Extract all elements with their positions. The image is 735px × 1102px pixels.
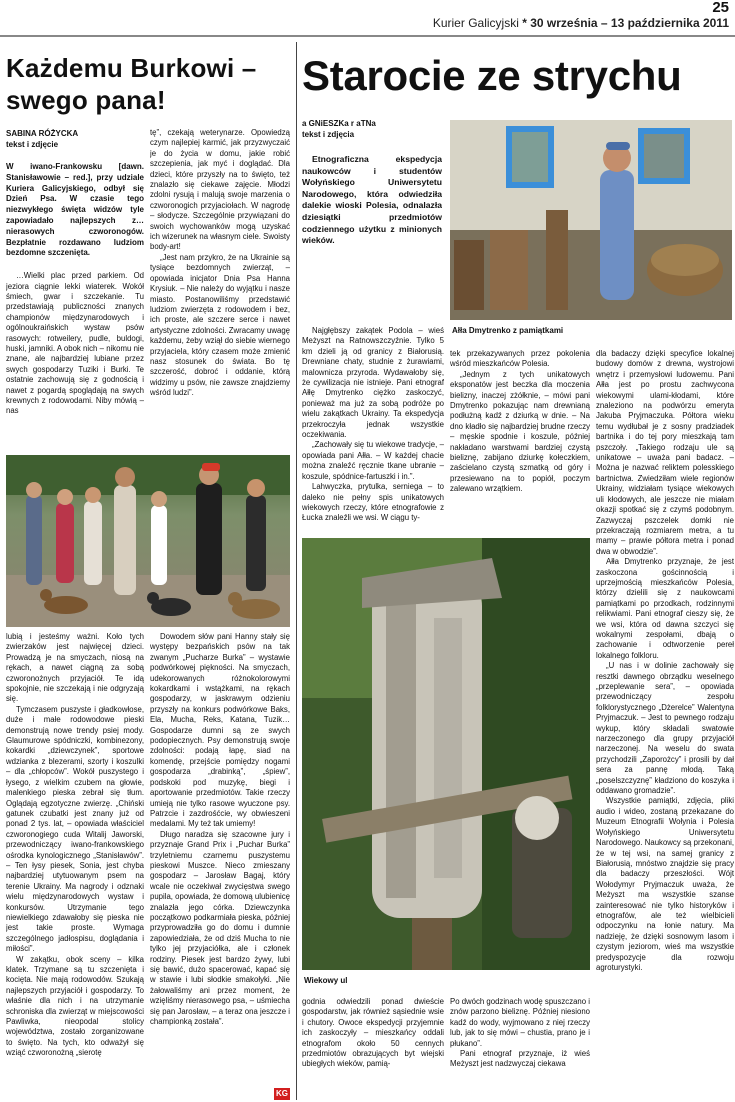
article1-lead: W iwano-Frankowsku [dawn. Stanisławowie – red.], przy udziale Kuriera Galicyjskiego, odbył się Dzień Psa. W czasie tego niezwykłego święta widzów tyle zapowiadało najlepszych z… nierasowych czworonogów. Bezpłatnie rozdawano ludziom bezdomne szczenięta. (6, 162, 144, 258)
article2-title: Starocie ze strychu (302, 52, 682, 99)
article2-paragraph: Wszystkie pamiątki, zdjęcia, pliki audio i wideo, zostaną przekazane do Muzeum Etnografii Wołynia i Polesia Wołyńskiego Uniwersytetu Narodowego. Naukowcy są przekonani, że w tej wsi, na samej granicy z Białorusią, mnóstwo znajdzie się pracy dla badaczy przeszłości. Wójt Wołodymyr Pryjmaczuk uważa, że Meżyszt ma wszystkie szanse zainteresować nie tylko historyków i etnografów, ale też wielbicieli odpoczynku na łonie natury. Ma nadzieję, że dzięki sosnowym lasom i czystym jeziorom, wieś ma wszystkie predyspozycje dla rozwoju agroturystyki. (596, 796, 734, 972)
article1-column2-bottom (150, 632, 290, 1090)
article1-byline-role: tekst i zdjęcie (6, 140, 59, 149)
artifacts-photo-caption: Ałła Dmytrenko z pamiątkami (452, 326, 564, 335)
article1-title: Każdemu Burkowi – swego pana! (6, 53, 257, 115)
article2-intro (302, 118, 442, 318)
article2-paragraph: „Zachowały się tu wiekowe tradycje, – opowiada pani Ałła. – W każdej chacie można znaleźć ręcznie tkane ubranie – koszule, spódnice-fartuszki i in.”. (302, 440, 444, 481)
article1-paragraph: …Wielki plac przed parkiem. Od jeziora ciągnie lekki wiaterek. Wokół śmiech, gwar i szczekanie. Tu przedstawiają publiczności znanych championów międzynarodowych i ogólnoukraińskich wystaw psów rasowych: rotweilery, pudle, buldogi, huski, jamniki. A obok nich – nikomu nie znane, ale najbardziej lubiane przez swych gospodarzy Tuziki i Burki. Te ostatnie zachowują się z godnością i nawet z pogardą spoglądają na swych krewnych z rodowodami. Niby mówią – nas (6, 271, 144, 416)
article1-paragraph: „Jest nam przykro, że na Ukrainie są tysiące bezdomnych zwierząt, – opowiada inicjator Dnia Psa Hanna Krysiuk. – Nie należy do wyjątku i nasze miasto. Postanowiliśmy przedstawić ludziom zwierzęta z rodowodem i bez, ich proste, ale szczere serce i nawet artystyczne zdolności. Zwracamy uwagę każdemu, żeby wziął do siebie wiernego przyjaciela, który czasem może zmienić nasz stosunek do świata. Bo tę szczerość, dobroć i oddanie, którą widzimy u psów, nie zawsze znajdziemy wśród ludzi”. (150, 252, 290, 398)
beehive-photo (302, 538, 590, 970)
article2-byline-role: tekst i zdjęcia (302, 130, 355, 139)
article2-paragraph: Najgłębszy zakątek Podola – wieś Meżyszt na Ratnowszczyźnie. Tylko 5 km dzieli ją od granicy z Białorusią. Drewniane chaty, studnie z żurawiami, malownicza przyroda. Wydawałoby się, że cywilizacja nie istnieje. Pani etnograf Ałłę Dmytrenko ciężko zaskoczyć, ponieważ ma już za sobą podróże po wielu zakątkach Ukrainy. Ta ekspedycja przekroczyła jednak wszystkie oczekiwania. (302, 326, 444, 440)
article1-paragraph: Tymczasem puszyste i gładkowłose, duże i małe rodowodowe pieski demonstrują nowe trendy psiej mody. Glaumurowe spódniczki, kombinezony, kokardki „dziewczynek”, sportowe wdzianka z blezerami, szorty i koszulki – dla „chłopców”. Wokół puszystego i łysego, z wielkim czubem na głowie, malenkiego pieska zebrał się tłum. Oglądają egzotyczne zwierzę. „Chiński gatunek czubatki jest znany już od ponad 2 tys. lat, – opowiada właściciel czworonogiego cuda Witalij Jaworski, przewodniczący iwano-frankowskiego ośrodka kynologicznego „Stanisławów”. – Ten łysy piesek, Sonia, jest chyba najbardziej utytuowanym psem na terenie Ukrainy. Ma nagrody i odznaki wielu międzynarodowych wystaw i konkursów. Utrzymanie tego niewielkiego zdawałoby się pieska nie jest takie proste. Wymaga szczególnego jadłospisu, doglądania i miłości”. (6, 704, 144, 954)
article2-paragraph: „Jednym z tych unikatowych eksponatów jest beczka dla moczenia bielizny, inaczej zżółknie, – mówi pani Dmytrenko pokazując nam drewnianą podłużną kadź z dziurką w dnie. – Na dno kładło się najbardziej brudne rzeczy – męskie spodnie i koszule, później nakładano warstwami bardziej czystą bieliznę, zabijano dziurkę kołeczkiem, zaścielano czystą szmatką od góry i przesiewano na to popiół, poczym zalewano wrzątkiem. (450, 369, 590, 494)
header-rule (0, 35, 735, 37)
article2-column5 (450, 997, 590, 1097)
article2-paragraph: „U nas i w dolinie zachowały się resztki dawnego obrządku weselnego „przeplewanie sera”, – opowiada przewodniczący zespołu folklorystycznego „Dżerelce” Walentyna Pryjmaczuk. – Jest to pewnego rodzaju wykup, który składali swatowie narzeczonego dla grupy przyjaciół narzeczonej. Na weselu do swata przychodzili „Zaporożcy” i prosili by dał sera za pannę młodą. Taką „poselszczyznę” kładziono do koszyka i oddawano gromadzie”. (596, 661, 734, 796)
article2-lead: Etnograficzna ekspedycja naukowców i studentów Wołyńskiego Uniwersytetu Narodowego, która odwiedziła dalekie wioski Polesia, odnalazła dziesiątki przedmiotów codziennego użytku z minionych wieków. (302, 154, 442, 246)
article2-column3 (596, 349, 734, 1099)
article1-paragraph: W zakątku, obok sceny – kilka klatek. Trzymane są tu szczenięta i kocięta. Nie mają rodowodów. Szukają najlepszych przyjaciół i gospodarzy. To właśnie dla nich i na utrzymanie schroniska dla zwierząt w miejscowości Pawliwka, nieopodal stolicy województwa, zostało zorganizowane to święto. Na tych, kto odważył się wziąć czworonożną „sierotę (6, 954, 144, 1058)
article2-paragraph: Po dwóch godzinach wodę spuszczano i znów parzono bieliznę. Później niesiono kadź do wody, wyjmowano z niej rzeczy lub, jak to się mówi – chustia, prano je i płukano”. (450, 997, 590, 1048)
artifacts-photo (450, 120, 732, 320)
article1-column1-bottom (6, 632, 144, 1098)
dog-day-photo (6, 455, 290, 627)
article2-column1 (302, 326, 444, 566)
issue-date: 30 września – 13 października 2011 (530, 16, 729, 30)
article2-paragraph: Pani etnograf przyznaje, iż wieś Meżyszt jest nadzwyczaj ciekawa (450, 1049, 590, 1069)
article1-paragraph: Dowodem słów pani Hanny stały się występy bezpańskich psów na tak zwanym „Pucharze Burka” – wystawie podwórkowej piękności. Na smyczach, udekorowanych różnokolorowymi kokardkami i wstążkami, na rękach gospodarzy, w jaskrawym odzieniu przyszły na konkurs podwórkowe Baks, Ela, Mucha, Reks, Katana, Tuzik… Gospodarze dumni są ze swych podopiecznych. Psy demonstrują swoje zdolności: podają łapę, siad na komendę, przejście pomiędzy nogami gospodarza „drabinką”, „śpiew”, podskoki pod muzykę, biegi i aportowanie przedmiotów. Takie rzeczy umieją nie tylko rasowe wyuczone psy. Patrzcie i zazdrośćcie, wy obwieszeni medalami. My też tak umiemy! (150, 632, 290, 829)
woman-with-artifacts-image (450, 120, 732, 320)
article2-author: a GNiESZKa r aTNa (302, 119, 376, 128)
article2-paragraph: Ałła Dmytrenko przyznaje, że jest zaskoczona gościnnością i uprzejmością mieszkańców Polesia, którzy dzielili się z naukowcami pamiątkami po przodkach, rodzinnymi relikwiami. Pani etnograf cieszy się, że we wsi, która od dawna szczyci się wokalnymi zespołami, dbają o zachowanie i odtworzenie pereł lokalnego folkloru. (596, 557, 734, 660)
page-number: 25 (712, 0, 729, 16)
article1-column2-top (150, 128, 290, 450)
article2-column4 (302, 997, 444, 1097)
article2-paragraph: dla badaczy dzięki specyfice lokalnej budowy domów z drewna, wystrojowi wnętrz i przemysłowi ludowemu. Pani Ałła jest po prostu zachwycona wiekowymi ulami-kłodami, które znaleziono na podwórzu emeryta Jakuba Pryjmaczuka. Półtora wieku temu wydłubał je z sosny pradziadek bartnika i do tej pory mieszkają tam pszczoły. „Takiego rodzaju ule są unikatowe – uważa pani badacz. – Można je nazwać reliktem polesskiego bartnictwa. Zwiedziłam wiele regionów Ukrainy, widziałam tysiące wiekowych uli kłodowych, ale jeszcze nie miałam okazji spotkać się z czymś podobnym. Zazwyczaj pszczelek domki nie przekraczają rozmiarem metra, a tu mamy – prawie półtora metra i ponad dwa w obwodzie”. (596, 349, 734, 556)
kg-logo: KG (276, 1089, 288, 1098)
crowd-with-dogs-image (6, 455, 290, 627)
article1-paragraph: lubią i jesteśmy ważni. Koło tych zwierzaków jest najwięcej dzieci. Prowadzą je na smyczach, niosą na rękach, a nawet ciągną za sobą czworonożnych przyjaciół. Te idą spokojnie, nie szczekają i nie odgryzają się. (6, 632, 144, 704)
article2-paragraph: Lahwyczka, prytulka, serniega – to daleko nie pełny spis unikatowych wiekowych rzeczy, które etnografowie z Łucka znaleźli we wsi. W ciągu ty- (302, 482, 444, 523)
column-rule (296, 42, 297, 1100)
article1-intro-column (6, 128, 144, 446)
article2-paragraph: godnia odwiedzili ponad dwieście gospodarstw, jak również sąsiednie wsie i chutory. Owoce ekspedycji przyjemnie ich zaskoczyły – mieszkańcy oddali etnografom około 50 cennych przedmiotów obrazujących byt wiejski ubiegłych wieków, pamią- (302, 997, 444, 1069)
article2-paragraph: tek przekazywanych przez pokolenia wśród mieszkańców Polesia. (450, 349, 590, 369)
article2-column2 (450, 349, 590, 537)
article1-paragraph: Długo naradza się szacowne jury i przyznaje Grand Prix i „Puchar Burka” trzyletniemu czarnemu puszystemu pieskowi Muszce. Nieco zmieszany gospodarz – Jarosław Bagaj, który wcale nie oczekiwał zwycięstwa swego pupila, opowiada, że domową ulubienicę znalazła jego córka. Dziewczynka początkowo podkarmiała pieska, później przyprowadziła go do domu i dumnie zapowiedziała, że od dziś Mucha to nie tylko jej przyjaciółka, ale i członek rodziny. Piesek jest bardzo żywy, lubi się bawić, dużo spacerować, kapać się w stawie i lubi słodkie smakołyki. „Nie żałowaliśmy ani przez moment, że wzięliśmy nierasowego psa, – uśmiecha się pan Jarosław, – a teraz ona jeszcze i championką została”. (150, 829, 290, 1027)
publication-name: Kurier Galicyjski (432, 16, 519, 30)
wooden-beehive-image (302, 538, 590, 970)
article1-author: SABINA RÓŻYCKA (6, 129, 79, 138)
header-separator: * (518, 16, 531, 30)
beehive-photo-caption: Wiekowy ul (304, 976, 348, 985)
running-header (433, 16, 729, 30)
article1-paragraph: tę”, czekają weterynarze. Opowiedzą czym najlepiej karmić, jak przyzwyczaić je do życia w domu, jakie robić szczepienia, jak myć i doglądać. Dla dzieci, które przyszły na to święto, też znalazło się ciekawe zajęcie. Młodzi zdolni rysują i malują swoje marzenia o czworonogich przyjaciołach. W nagrodę – słodycze. Szczególnie przywiązani do swoich wychowanków mogą uzyskać ich wizerunek na własnym ciele. Swoisty body-art! (150, 128, 290, 252)
